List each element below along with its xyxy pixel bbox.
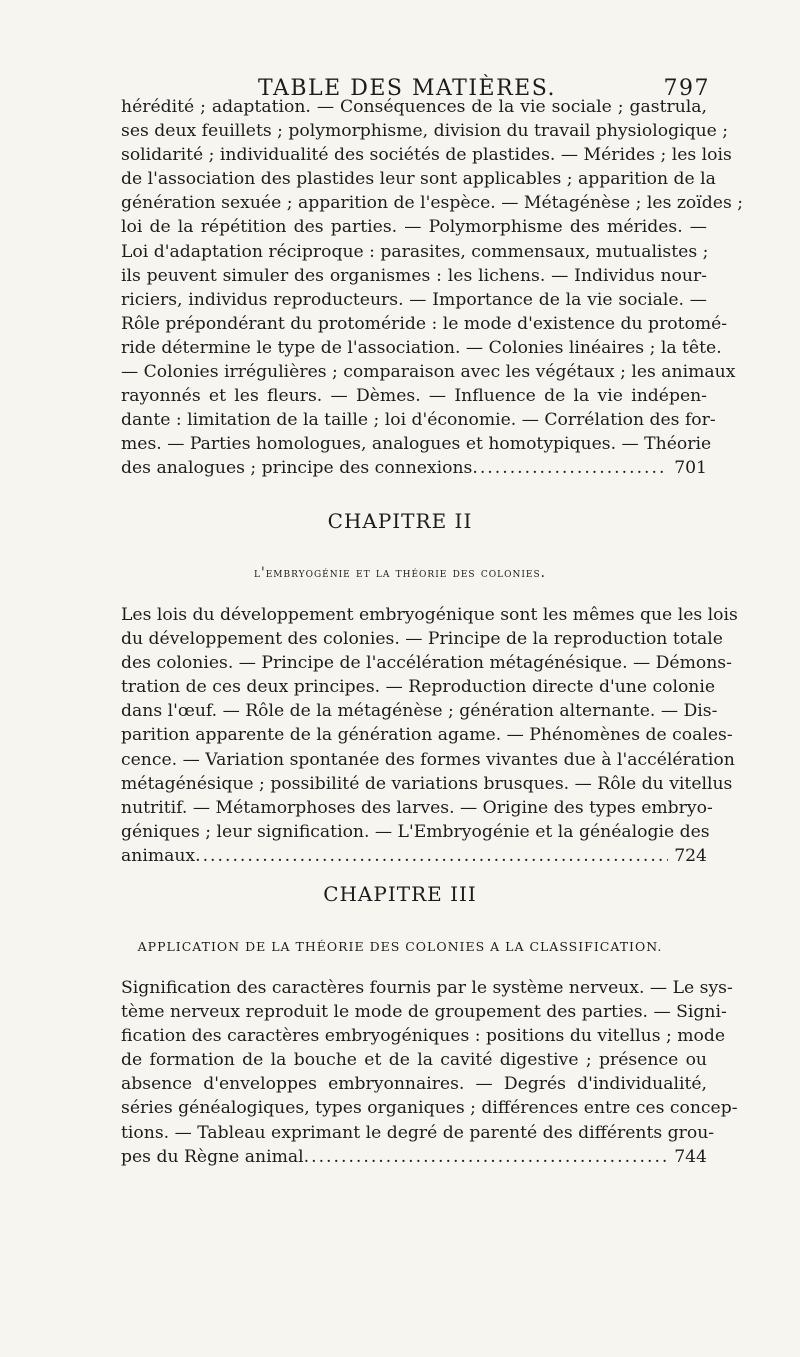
toc-line-text: pes du Règne animal — [121, 1146, 304, 1167]
toc-line: ses deux feuillets ; polymorphisme, division du travail physiologique ; — [121, 121, 729, 142]
toc-line: dante : limitation de la taille ; loi d'économie. — Corrélation des for- — [121, 410, 716, 431]
chapter-subtitle: APPLICATION DE LA THÉORIE DES COLONIES A LA CLASSIFICATION. — [137, 939, 663, 954]
toc-line: des colonies. — Principe de l'accélération métagénésique. — Démons- — [121, 653, 732, 674]
page-number: 797 — [663, 76, 710, 101]
toc-line: absence d'enveloppes embryonnaires. — Degrés d'individualité, — [121, 1074, 707, 1095]
dot-leader — [304, 1145, 669, 1169]
toc-line: Signification des caractères fournis par le système nerveux. — Le sys- — [121, 978, 733, 998]
toc-line: ils peuvent simuler des organismes : les lichens. — Individus nour- — [121, 265, 707, 286]
toc-line: solidarité ; individualité des sociétés de plastides. — Mérides ; les lois — [121, 145, 732, 166]
toc-line: loi de la répétition des parties. — Polymorphisme des mérides. — — [121, 217, 707, 238]
toc-line: géniques ; leur signification. — L'Embryogénie et la généalogie des — [121, 821, 710, 842]
toc-line: nutritif. — Métamorphoses des larves. — Origine des types embryo- — [121, 797, 713, 818]
toc-entry-chapter3 — [121, 976, 738, 1169]
toc-line: dans l'œuf. — Rôle de la métagénèse ; génération alternante. — Dis- — [121, 701, 718, 722]
toc-line: cence. — Variation spontanée des formes vivantes due à l'accélération — [121, 749, 735, 770]
toc-entry-chapter1-continued — [121, 95, 744, 481]
toc-line: — Colonies irrégulières ; comparaison avec les végétaux ; les animaux — [121, 362, 736, 383]
toc-line: hérédité ; adaptation. — Conséquences de la vie sociale ; gastrula, — [121, 97, 707, 117]
toc-entry-chapter2 — [121, 603, 738, 868]
toc-line: métagénésique ; possibilité de variations brusques. — Rôle du vitellus — [121, 773, 733, 794]
toc-line: Les lois du développement embryogénique sont les mêmes que les lois — [121, 605, 738, 625]
chapter-heading: CHAPITRE II — [327, 509, 473, 533]
toc-line: parition apparente de la génération agame. — Phénomènes de coales- — [121, 725, 733, 746]
toc-line-last — [121, 844, 707, 868]
toc-line: séries généalogiques, types organiques ; différences entre ces concep- — [121, 1098, 738, 1119]
toc-line-last — [121, 456, 707, 480]
toc-line: ride détermine le type de l'association. — Colonies linéaires ; la tête. — [121, 337, 722, 358]
chapter-heading: CHAPITRE III — [323, 882, 477, 906]
running-title: TABLE DES MATIÈRES. — [258, 76, 556, 101]
toc-line: riciers, individus reproducteurs. — Importance de la vie sociale. — — [121, 289, 707, 310]
toc-line: de formation de la bouche et de la cavité digestive ; présence ou — [121, 1050, 707, 1071]
toc-line: Loi d'adaptation réciproque : parasites, commensaux, mutualistes ; — [121, 241, 709, 262]
dot-leader — [195, 844, 668, 868]
toc-line-text: des analogues ; principe des connexions — [121, 458, 473, 479]
toc-line: de l'association des plastides leur sont applicables ; apparition de la — [121, 169, 716, 190]
toc-page-ref: 724 — [674, 845, 707, 866]
toc-page-ref: 701 — [674, 458, 707, 479]
toc-line: fication des caractères embryogéniques : positions du vitellus ; mode — [121, 1026, 726, 1047]
toc-line: tème nerveux reproduit le mode de groupement des parties. — Signi- — [121, 1002, 727, 1023]
toc-line: Rôle prépondérant du protoméride : le mode d'existence du protomé- — [121, 313, 728, 334]
toc-line: mes. — Parties homologues, analogues et homotypiques. — Théorie — [121, 434, 712, 455]
toc-line: génération sexuée ; apparition de l'espèce. — Métagénèse ; les zoïdes ; — [121, 193, 744, 214]
toc-line-text: animaux — [121, 845, 196, 866]
chapter-subtitle: l'embryogénie et la théorie des colonies. — [254, 565, 546, 581]
toc-page-ref: 744 — [674, 1146, 707, 1167]
toc-line-last — [121, 1145, 707, 1169]
toc-line: rayonnés et les fleurs. — Dèmes. — Influence de la vie indépen- — [121, 386, 707, 407]
toc-line: tration de ces deux principes. — Reproduction directe d'une colonie — [121, 677, 716, 698]
dot-leader — [472, 456, 668, 480]
toc-line: du développement des colonies. — Principe de la reproduction totale — [121, 629, 723, 650]
toc-line: tions. — Tableau exprimant le degré de parenté des différents grou- — [121, 1122, 715, 1143]
